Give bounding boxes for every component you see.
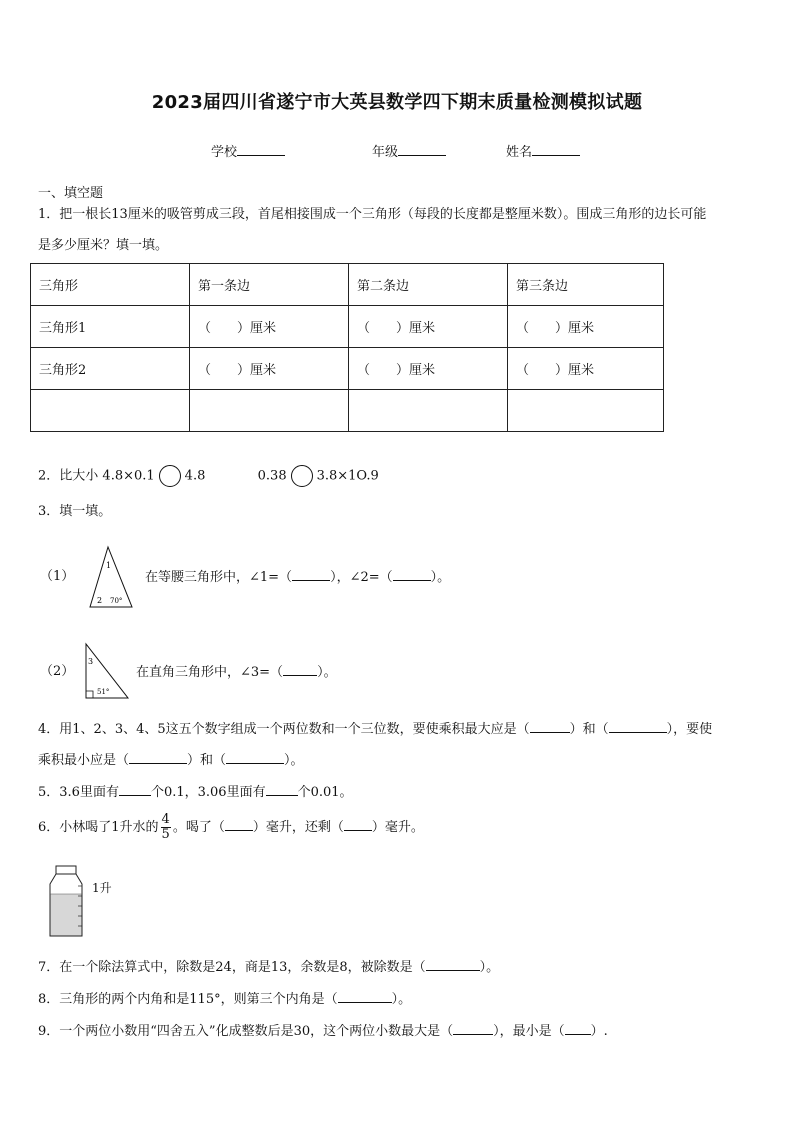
q5-text-a: 5．3.6里面有 — [38, 785, 119, 800]
q9-text-a: 9．一个两位小数用“四舍五入”化成整数后是30，这个两位小数最大是（ — [38, 1024, 454, 1039]
q7 — [38, 958, 499, 977]
answer-blank[interactable] — [119, 783, 151, 796]
answer-blank[interactable] — [426, 958, 480, 971]
q5-text-c: 个0.01。 — [297, 785, 353, 800]
q3-part2-text-a: 在直角三角形中，∠3=（ — [136, 665, 284, 680]
angle-3-label: 3 — [88, 657, 94, 666]
table-cell[interactable]: （ ）厘米 — [508, 306, 664, 348]
answer-blank[interactable] — [338, 990, 392, 1003]
table-cell[interactable]: （ ）厘米 — [190, 306, 349, 348]
q5 — [38, 783, 353, 802]
answer-blank[interactable] — [225, 818, 253, 831]
page-title: 2023届四川省遂宁市大英县数学四下期末质量检测模拟试题 — [151, 92, 643, 113]
answer-blank[interactable] — [226, 751, 284, 764]
name-blank[interactable] — [532, 143, 580, 156]
table-cell[interactable] — [31, 390, 190, 432]
grade-label: 年级 — [372, 145, 399, 160]
table-row — [31, 390, 664, 432]
table-header-row — [31, 264, 664, 306]
table-cell[interactable]: （ ）厘米 — [349, 306, 508, 348]
q2-a-right: 4.8 — [184, 468, 206, 484]
q2-b-left: 0.38 — [257, 468, 287, 484]
name-field[interactable] — [506, 141, 580, 160]
q9-text-b: ），最小是（ — [493, 1024, 565, 1039]
table-row — [31, 348, 664, 390]
q4-text-d: 乘积最小应是（ — [38, 753, 130, 768]
q3-part1-text — [145, 568, 450, 587]
q1-line2: 是多少厘米？填一填。 — [38, 238, 169, 253]
answer-blank[interactable] — [530, 720, 570, 733]
table-cell[interactable] — [349, 390, 508, 432]
answer-blank[interactable] — [393, 568, 431, 581]
answer-blank[interactable] — [609, 720, 667, 733]
q3-part2-text-b: ）。 — [317, 665, 337, 680]
q6-text-b: 。喝了（ — [172, 820, 225, 835]
answer-blank[interactable] — [565, 1022, 591, 1035]
bottle-label: 1升 — [92, 881, 112, 895]
q3-part1-text-c: ）。 — [430, 570, 451, 585]
fraction-denominator: 5 — [161, 827, 170, 842]
q5-text-b: 个0.1，3.06里面有 — [150, 785, 266, 800]
table-header: 第一条边 — [190, 264, 349, 306]
school-field[interactable] — [211, 141, 285, 160]
answer-blank[interactable] — [344, 818, 372, 831]
answer-blank[interactable] — [266, 783, 298, 796]
q3-part2-text — [136, 663, 337, 682]
table-row — [31, 306, 664, 348]
q3-part1-text-a: 在等腰三角形中，∠1=（ — [145, 570, 293, 585]
table-cell: 三角形1 — [31, 306, 190, 348]
compare-circle[interactable] — [159, 465, 181, 487]
angle-1-label: 1 — [106, 561, 112, 570]
right-triangle-figure — [82, 642, 132, 700]
q2-a-left: 4.8×0.1 — [102, 468, 155, 484]
q6 — [38, 813, 424, 842]
q9-text-c: ）. — [590, 1024, 608, 1039]
isosceles-triangle-figure — [84, 545, 140, 611]
grade-blank[interactable] — [398, 143, 446, 156]
fraction-numerator: 4 — [161, 812, 170, 827]
table-cell[interactable]: （ ）厘米 — [349, 348, 508, 390]
q8-text-a: 8．三角形的两个内角和是115°，则第三个内角是（ — [38, 992, 338, 1007]
q2-label: 2．比大小 — [38, 468, 99, 484]
q3-label: 3．填一填。 — [38, 504, 112, 519]
q4-text-b: ）和（ — [569, 722, 609, 737]
q8 — [38, 990, 411, 1009]
q9 — [38, 1022, 608, 1041]
q4-text-e: ）和（ — [187, 753, 227, 768]
table-header: 第三条边 — [508, 264, 664, 306]
q6-text-d: ）毫升。 — [371, 820, 424, 835]
q1-line1: 1．把一根长13厘米的吸管剪成三段，首尾相接围成一个三角形（每段的长度都是整厘米数）。围成三角形的边长可能 — [38, 207, 707, 222]
q2-b-right: 3.8×1O.9 — [316, 468, 379, 484]
q4-text-c: ），要使 — [666, 722, 713, 737]
q1-table — [30, 263, 664, 432]
q6-text-a: 6．小林喝了1升水的 — [38, 820, 159, 835]
fraction — [161, 813, 171, 842]
table-header: 第二条边 — [349, 264, 508, 306]
q3-part1-label: （1） — [40, 569, 75, 584]
q8-text-b: ）。 — [391, 992, 412, 1007]
angle-2-label: 2 — [97, 596, 103, 605]
bottle-icon — [44, 864, 88, 940]
school-blank[interactable] — [237, 143, 285, 156]
q7-text-a: 7．在一个除法算式中，除数是24，商是13，余数是8，被除数是（ — [38, 960, 426, 975]
table-cell: 三角形2 — [31, 348, 190, 390]
q3-part2-label: （2） — [40, 664, 75, 679]
school-label: 学校 — [211, 145, 238, 160]
table-header: 三角形 — [31, 264, 190, 306]
q4-text-a: 4．用1、2、3、4、5这五个数字组成一个两位数和一个三位数，要使乘积最大应是（ — [38, 722, 530, 737]
angle-70-label: 70° — [110, 597, 123, 605]
table-cell[interactable] — [508, 390, 664, 432]
q4-text-f: ）。 — [284, 753, 304, 768]
q2 — [38, 465, 379, 487]
name-label: 姓名 — [506, 145, 533, 160]
angle-51-label: 51° — [97, 688, 110, 696]
answer-blank[interactable] — [129, 751, 187, 764]
q3-part1-text-b: ），∠2=（ — [330, 570, 393, 585]
q4-line1 — [38, 720, 712, 739]
compare-circle[interactable] — [291, 465, 313, 487]
table-cell[interactable]: （ ）厘米 — [508, 348, 664, 390]
section-heading: 一、填空题 — [38, 186, 104, 201]
answer-blank[interactable] — [283, 663, 317, 676]
grade-field[interactable] — [372, 141, 446, 160]
q4-line2 — [38, 751, 304, 770]
q6-text-c: ）毫升，还剩（ — [252, 820, 344, 835]
table-cell[interactable] — [190, 390, 349, 432]
table-cell[interactable]: （ ）厘米 — [190, 348, 349, 390]
answer-blank[interactable] — [292, 568, 330, 581]
q7-text-b: ）。 — [479, 960, 500, 975]
answer-blank[interactable] — [453, 1022, 493, 1035]
